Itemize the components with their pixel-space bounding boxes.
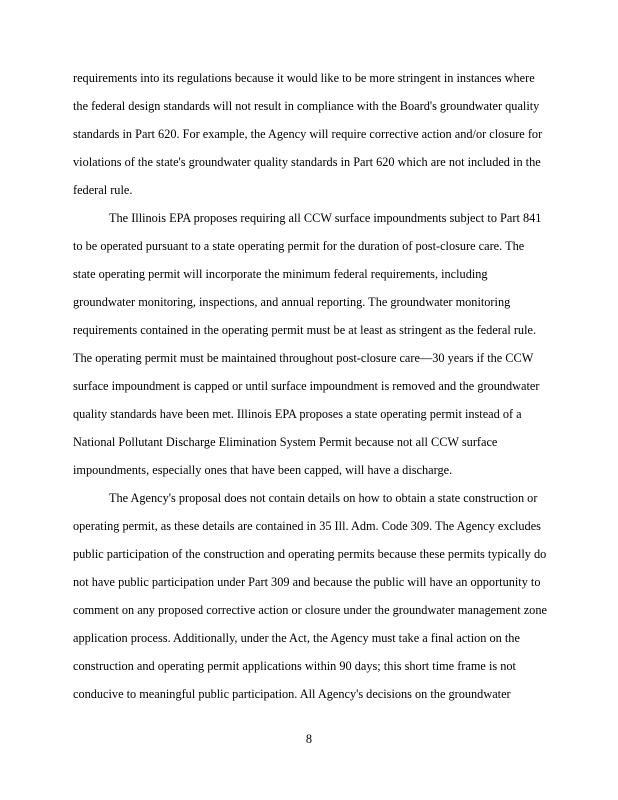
page-number: 8 [305,732,313,746]
text-line: National Pollutant Discharge Elimination System Permit because not all CCW surface [73,435,498,449]
text-line: requirements into its regulations because it would like to be more stringent in instances where [73,71,535,85]
text-line: the federal design standards will not result in compliance with the Board's groundwater quality [73,99,540,113]
text-line: impoundments, especially ones that have been capped, will have a discharge. [73,463,453,477]
text-line: violations of the state's groundwater quality standards in Part 620 which are not included in the [73,155,541,169]
text-line: federal rule. [73,183,133,197]
text-line: The Illinois EPA proposes requiring all CCW surface impoundments subject to Part 841 [109,211,542,225]
text-line: conducive to meaningful public participation. All Agency's decisions on the groundwater [73,687,511,701]
text-line: construction and operating permit applications within 90 days; this short time frame is not [73,659,516,673]
text-line: requirements contained in the operating permit must be at least as stringent as the federal rule. [73,323,537,337]
text-line: not have public participation under Part 309 and because the public will have an opportunity to [73,575,541,589]
text-line: quality standards have been met. Illinois EPA proposes a state operating permit instead of a [73,407,522,421]
text-line: operating permit, as these details are contained in 35 Ill. Adm. Code 309. The Agency excludes [73,519,541,533]
text-line: groundwater monitoring, inspections, and annual reporting. The groundwater monitoring [73,295,511,309]
text-line: public participation of the construction and operating permits because these permits typically do [73,547,547,561]
text-line: standards in Part 620. For example, the Agency will require corrective action and/or closure for [73,127,543,141]
text-line: to be operated pursuant to a state operating permit for the duration of post-closure care. The [73,239,525,253]
text-line: application process. Additionally, under the Act, the Agency must take a final action on the [73,631,520,645]
text-line: The operating permit must be maintained throughout post-closure care—30 years if the CCW [73,351,534,365]
text-line: state operating permit will incorporate the minimum federal requirements, including [73,267,488,281]
text-line: The Agency's proposal does not contain details on how to obtain a state construction or [109,491,538,505]
text-line: surface impoundment is capped or until surface impoundment is removed and the groundwater [73,379,540,393]
text-line: comment on any proposed corrective action or closure under the groundwater management zone [73,603,547,617]
